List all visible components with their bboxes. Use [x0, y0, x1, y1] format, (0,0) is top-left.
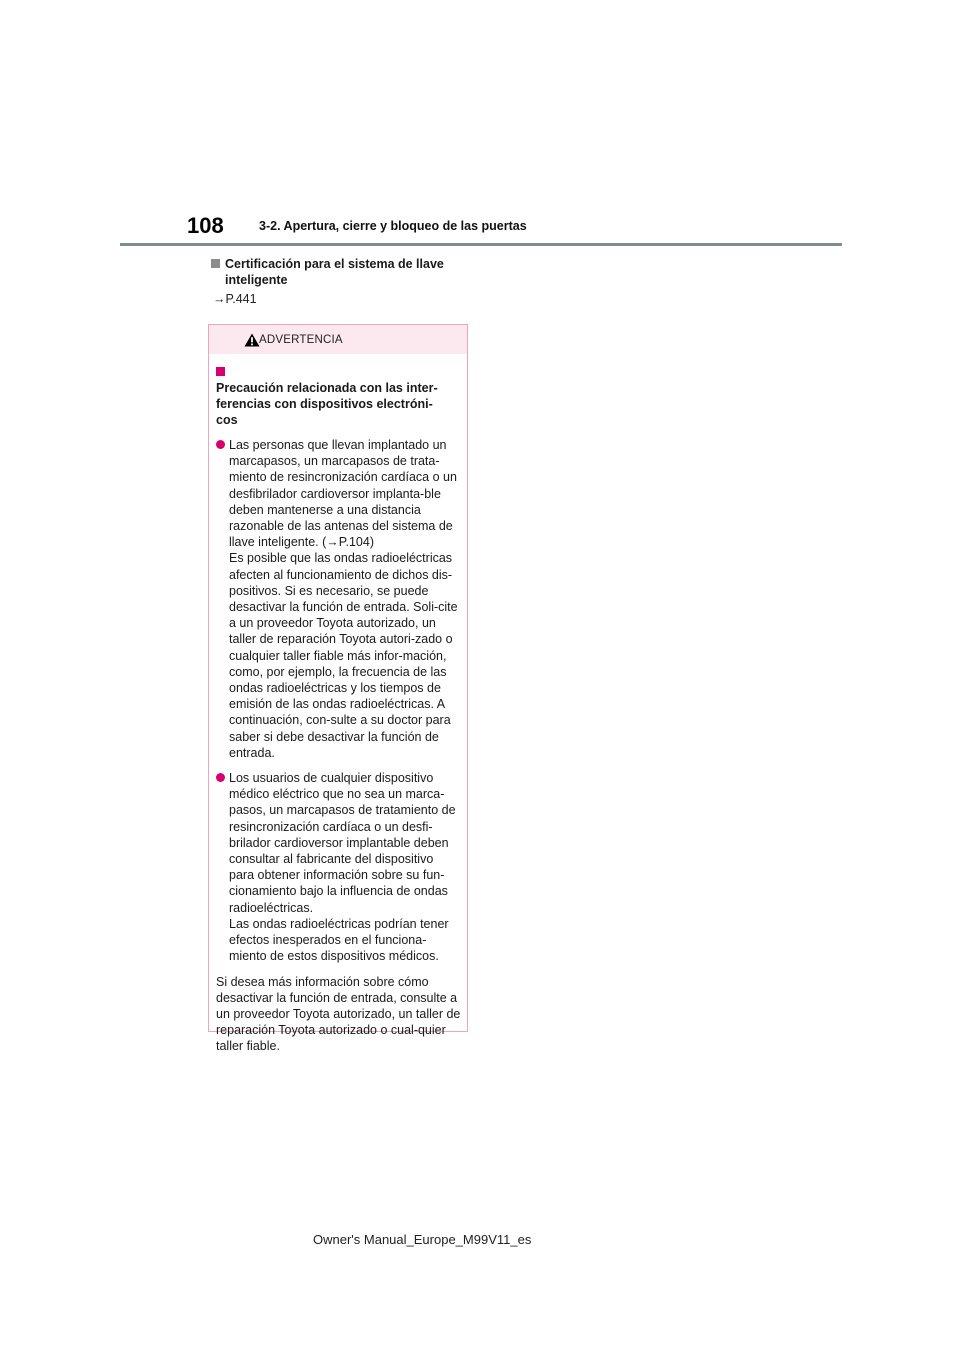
- bullet-paragraph: Es posible que las ondas radioeléctricas afecten al funcionamiento de dichos dis-positivos. Si es necesario, se puede desactivar la función de entrada. Soli-cite a un proveedor Toyota autorizado, un taller de reparación Toyota autori-zado o cualquier taller fiable más infor-mación, como, por ejemplo, la frecuencia de las ondas radioeléctricas y los tiempos de emisión de las ondas radioeléctricas. A continuación, con-sulte a su doctor para saber si debe desactivar la función de entrada.: [229, 551, 458, 760]
- warning-closing-text: Si desea más información sobre cómo desactivar la función de entrada, consulte a un proveedor Toyota autorizado, un taller de reparación Toyota autorizado o cual-quier taller fiable.: [216, 974, 461, 1054]
- section-heading-text: Certificación para el sistema de llave inteligente: [225, 257, 444, 287]
- bullet-paragraph: Las personas que llevan implantado un marcapasos, un marcapasos de trata-miento de resincronización cardíaca o un desfibrilador cardioversor implanta-ble deben mantenerse a una distancia razonable de las antenas del sistema de llave inteligente. (→P.104): [229, 438, 457, 550]
- bullet-dot-icon: [216, 773, 225, 782]
- warning-triangle-icon: [244, 333, 260, 347]
- bullet-dot-icon: [216, 440, 225, 449]
- page-number: 108: [187, 213, 224, 238]
- bullet-paragraph: Los usuarios de cualquier dispositivo médico eléctrico que no sea un marca-pasos, un marcapasos de tratamiento de resincronización cardíaca o un desfi-brilador cardioversor implantable deben consultar al fabricante del dispositivo para obtener información sobre su fun-cionamiento bajo la influencia de ondas radioeléctricas.: [229, 771, 456, 915]
- warning-title: ADVERTENCIA: [259, 334, 343, 346]
- warning-body: [209, 354, 467, 1055]
- warning-box: [208, 324, 468, 1054]
- bullet-item: [216, 770, 461, 964]
- magenta-square-icon: [216, 367, 225, 376]
- header-rule: [120, 243, 842, 246]
- footer-text: Owner's Manual_Europe_M99V11_es: [313, 1232, 532, 1247]
- warning-heading: [216, 364, 461, 428]
- gray-square-icon: [211, 259, 220, 268]
- page-reference-link[interactable]: →P.441: [213, 292, 257, 306]
- warning-heading-text: Precaución relacionada con las inter-ferencias con dispositivos electróni-cos: [216, 381, 438, 427]
- warning-header: [209, 325, 467, 354]
- bullet-paragraph: Las ondas radioeléctricas podrían tener efectos inesperados en el funciona-miento de estos dispositivos médicos.: [229, 916, 449, 964]
- bullet-item: [216, 437, 461, 761]
- section-heading: [211, 256, 461, 288]
- chapter-title: 3-2. Apertura, cierre y bloqueo de las puertas: [259, 219, 527, 233]
